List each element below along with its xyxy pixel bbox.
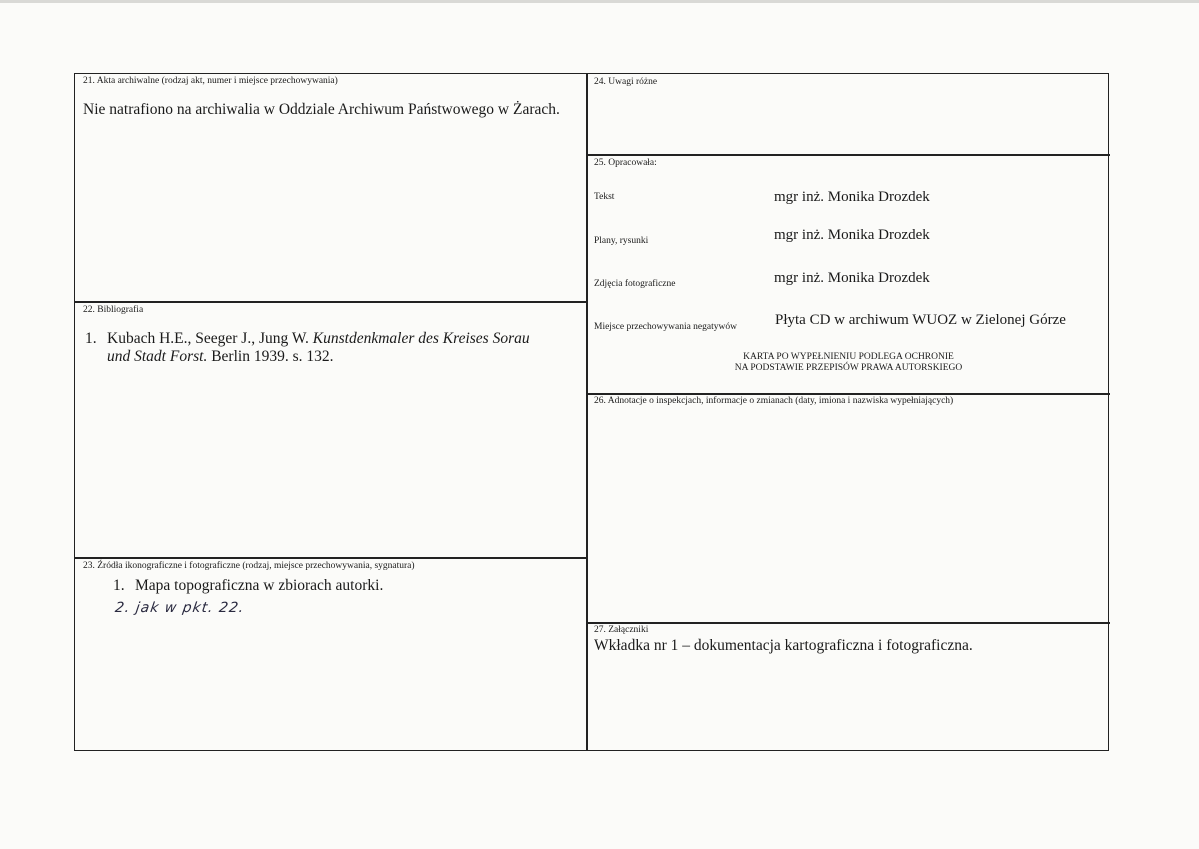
copyright-notice-line1: KARTA PO WYPEŁNIENIU PODLEGA OCHRONIE (743, 352, 954, 362)
copyright-notice (587, 352, 1110, 374)
section-24-label: 24. Uwagi różne (594, 77, 658, 87)
source-item-1-text: Mapa topograficzna w zbiorach autorki. (135, 577, 384, 594)
copyright-notice-line2: NA PODSTAWIE PRZEPISÓW PRAWA AUTORSKIEGO (734, 363, 963, 373)
divider-25-26 (586, 393, 1110, 395)
author-row-photos-value: mgr inż. Monika Drozdek (774, 270, 930, 286)
author-row-text-label: Tekst (594, 192, 615, 202)
author-row-text-value: mgr inż. Monika Drozdek (774, 189, 930, 205)
author-row-photos-label: Zdjęcia fotograficzne (594, 279, 676, 289)
divider-26-27 (586, 622, 1110, 624)
section-21-label: 21. Akta archiwalne (rodzaj akt, numer i miejsce przechowywania) (83, 76, 338, 86)
section-26-label: 26. Adnotacje o inspekcjach, informacje o zmianach (daty, imiona i nazwiska wypełniających) (594, 396, 954, 406)
author-row-plans-label: Plany, rysunki (594, 236, 649, 246)
bibliography-publication: Berlin 1939. s. 132. (207, 348, 334, 365)
bibliography-title-line2: und Stadt Forst. (107, 348, 208, 365)
bibliography-item-number: 1. (85, 330, 97, 347)
section-21-text: Nie natrafiono na archiwalia w Oddziale Archiwum Państwowego w Żarach. (83, 101, 560, 118)
author-row-negatives-value: Płyta CD w archiwum WUOZ w Zielonej Górze (775, 312, 1066, 328)
form-grid (74, 73, 1109, 751)
source-item-1 (113, 576, 383, 595)
section-22-label: 22. Bibliografia (83, 305, 144, 315)
section-23-label: 23. Źródła ikonograficzne i fotograficzne (rodzaj, miejsce przechowywania, sygnatura) (83, 561, 415, 571)
section-27-text: Wkładka nr 1 – dokumentacja kartograficzna i fotograficzna. (594, 637, 973, 654)
section-27-label: 27. Załączniki (594, 625, 649, 635)
divider-22-23 (75, 557, 586, 559)
divider-24-25 (586, 154, 1110, 156)
divider-21-22 (75, 301, 586, 303)
handwritten-note: 2. jak w pkt. 22. (113, 600, 246, 616)
source-item-1-number: 1. (113, 577, 125, 594)
section-25-label: 25. Opracowała: (594, 158, 657, 168)
bibliography-authors: Kubach H.E., Seeger J., Jung W. (107, 330, 313, 347)
bibliography-item-line2 (107, 348, 333, 366)
author-row-plans-value: mgr inż. Monika Drozdek (774, 227, 930, 243)
column-divider (586, 74, 588, 750)
author-row-negatives-label: Miejsce przechowywania negatywów (594, 322, 737, 332)
bibliography-item (85, 330, 530, 348)
bibliography-title-line1: Kunstdenkmaler des Kreises Sorau (312, 330, 530, 347)
